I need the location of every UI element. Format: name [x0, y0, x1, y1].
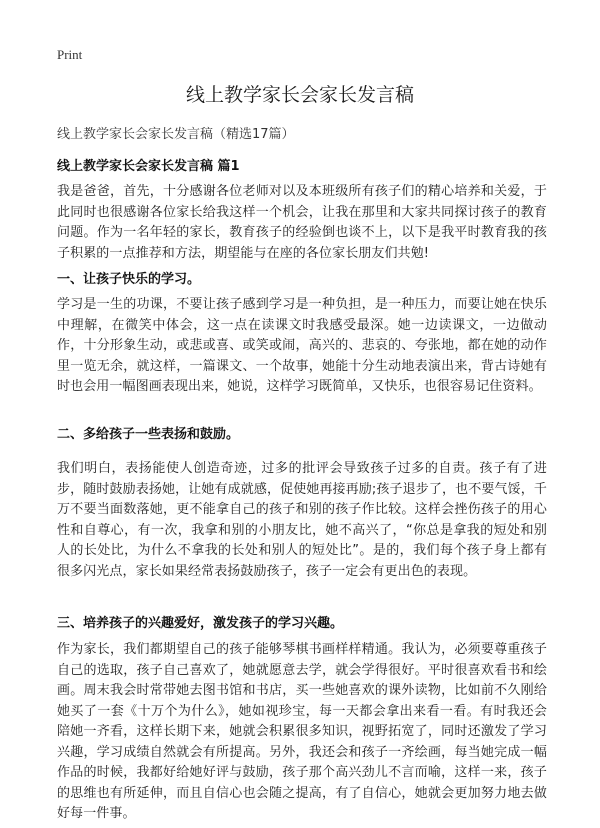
print-link[interactable]: Print — [57, 47, 83, 62]
chapter-title: 线上教学家长会家长发言稿 篇1 — [57, 159, 240, 174]
section-body-1: 学习是一生的功课，不要让孩子感到学习是一种负担，是一种压力，而要让她在快乐中理解，在微笑中体会，这一点在读课文时我感受最深。她一边读课文，一边做动作，十分形象生动，或悲或喜、或笑或闹，高兴的、悲哀的、夸张地，都在她的动作里一览无余，就这样，一篇课文、一个故事，她能十分生动地表演出来，背古诗她有时也会用一幅图画表现出来，她说，这样学习既简单，又快乐，也很容易记住资料。 — [57, 297, 547, 394]
section-heading-2: 二、多给孩子一些表扬和鼓励。 — [57, 427, 240, 442]
intro-paragraph: 我是爸爸，首先，十分感谢各位老师对以及本班级所有孩子们的精心培养和关爱，于此同时也很感谢各位家长给我这样一个机会，让我在那里和大家共同探讨孩子的教育问题。作为一名年轻的家长，教育孩子的经验倒也谈不上，以下是我平时教育我的孩子积累的一点推荐和方法，期望能与在座的各位家长朋友们共勉! — [57, 184, 547, 261]
section-heading-1: 一、让孩子快乐的学习。 — [57, 272, 201, 287]
section-body-3: 作为家长，我们都期望自己的孩子能够琴棋书画样样精通。我认为，必须要尊重孩子自己的选取，孩子自己喜欢了，她就愿意去学，就会学得很好。平时很喜欢看书和绘画。周末我会时常带她去图书馆和书店，买一些她喜欢的课外读物，比如前不久刚给她买了一套《十万个为什么》，她如视珍宝，每一天都会拿出来看一看。有时我还会陪她一齐看，这样长期下来，她就会积累很多知识，视野拓宽了，同时还激发了学习兴趣，学习成绩自然就会有所提高。另外，我还会和孩子一齐绘画，每当她完成一幅作品的时候，我都好给她好评与鼓励，孩子那个高兴劲儿不言而喻，这样一来，孩子的思维也有所延伸，而且自信心也会随之提高，有了自信心，她就会更加努力地去做好每一件事。 — [57, 642, 547, 821]
page-title: 线上教学家长会家长发言稿 — [185, 84, 414, 106]
section-body-2: 我们明白，表扬能使人创造奇迹，过多的批评会导致孩子过多的自责。孩子有了进步，随时鼓励表扬她，让她有成就感，促使她再接再励;孩子退步了，也不要气馁，千万不要当面数落她，更不能拿自己的孩子和别的孩子作比较。这样会挫伤孩子的用心性和自尊心，有一次，我拿和别的小朋友比，她不高兴了，“你总是拿我的短处和别人的长处比，为什么不拿我的长处和别人的短处比”。是的，我们每个孩子身上都有很多闪光点，家长如果经常表扬鼓励孩子，孩子一定会有更出色的表现。 — [57, 461, 547, 579]
section-heading-3: 三、培养孩子的兴趣爱好，激发孩子的学习兴趣。 — [57, 616, 344, 631]
document-subtitle: 线上教学家长会家长发言稿（精选17篇） — [57, 127, 295, 142]
